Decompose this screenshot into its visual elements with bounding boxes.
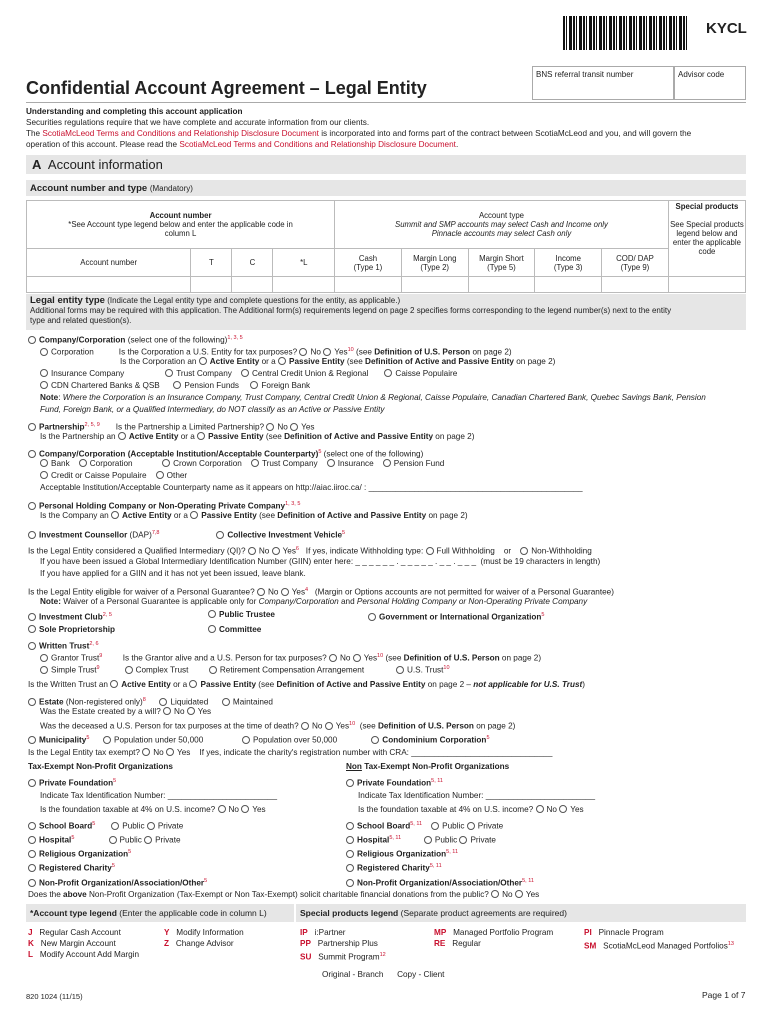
barcode xyxy=(563,16,688,50)
intro: Understanding and completing this account application Securities regulations require that we have complete and accurate information from our clients. The ScotiaMcLeod Terms and Conditions and Relationship Disclosure Document is incorporated into and forms part of the contract between ScotiaMcLeod and you, and will govern the operation of this account. Please read the ScotiaMcLeod Terms and Conditions and Relationship Disclosure Document. xyxy=(26,102,746,150)
intro-heading: Understanding and completing this account application xyxy=(26,107,243,116)
page-number: Page 1 of 7 xyxy=(702,990,746,1000)
corporation-radio[interactable] xyxy=(28,336,36,344)
advisor-code-field[interactable]: Advisor code xyxy=(674,66,746,100)
account-number-heading: Account number and type (Mandatory) xyxy=(26,180,746,196)
special-products-legend-heading: Special products legend (Separate product agreements are required) xyxy=(296,904,746,922)
account-type-legend-heading: *Account type legend (Enter the applicable code in column L) xyxy=(26,904,294,922)
bns-transit-field[interactable]: BNS referral transit number xyxy=(532,66,674,100)
page-title: Confidential Account Agreement – Legal Entity xyxy=(26,78,427,98)
terms-link-1[interactable]: ScotiaMcLeod Terms and Conditions and Relationship Disclosure Document xyxy=(42,129,319,138)
form-code: KYCL xyxy=(706,20,747,37)
terms-link-2[interactable]: ScotiaMcLeod Terms and Conditions and Relationship Disclosure Document xyxy=(179,140,456,149)
form-number: 820 1024 (11/15) xyxy=(26,992,83,1001)
section-a-header: A Account information xyxy=(26,155,746,174)
copies-note: Original - Branch Copy - Client xyxy=(322,970,445,979)
intro-line1: Securities regulations require that we have complete and accurate information from our clients. xyxy=(26,118,370,127)
account-table: Account number *See Account type legend below and enter the applicable code in column L Account type Summit and SMP accounts may select Cash and Income only Pinnacle accounts may select Cash only Special products See Special products legend below and enter the applicable code Account number T C *L Cash (Type 1) Margin Long (Type 2) Margin Short (Type 5) Income (Type 3) COD/ DAP (Type 9) xyxy=(26,200,746,293)
legal-entity-heading: Legal entity type (Indicate the Legal entity type and complete questions for the entity, as applicable.) Additional forms may be required with this application. The Additional form(s) requirements legend on page 2 specifies forms corresponding to the legend number(s) next to the entity type and related question(s). xyxy=(26,294,746,330)
account-input-row[interactable] xyxy=(27,277,746,293)
